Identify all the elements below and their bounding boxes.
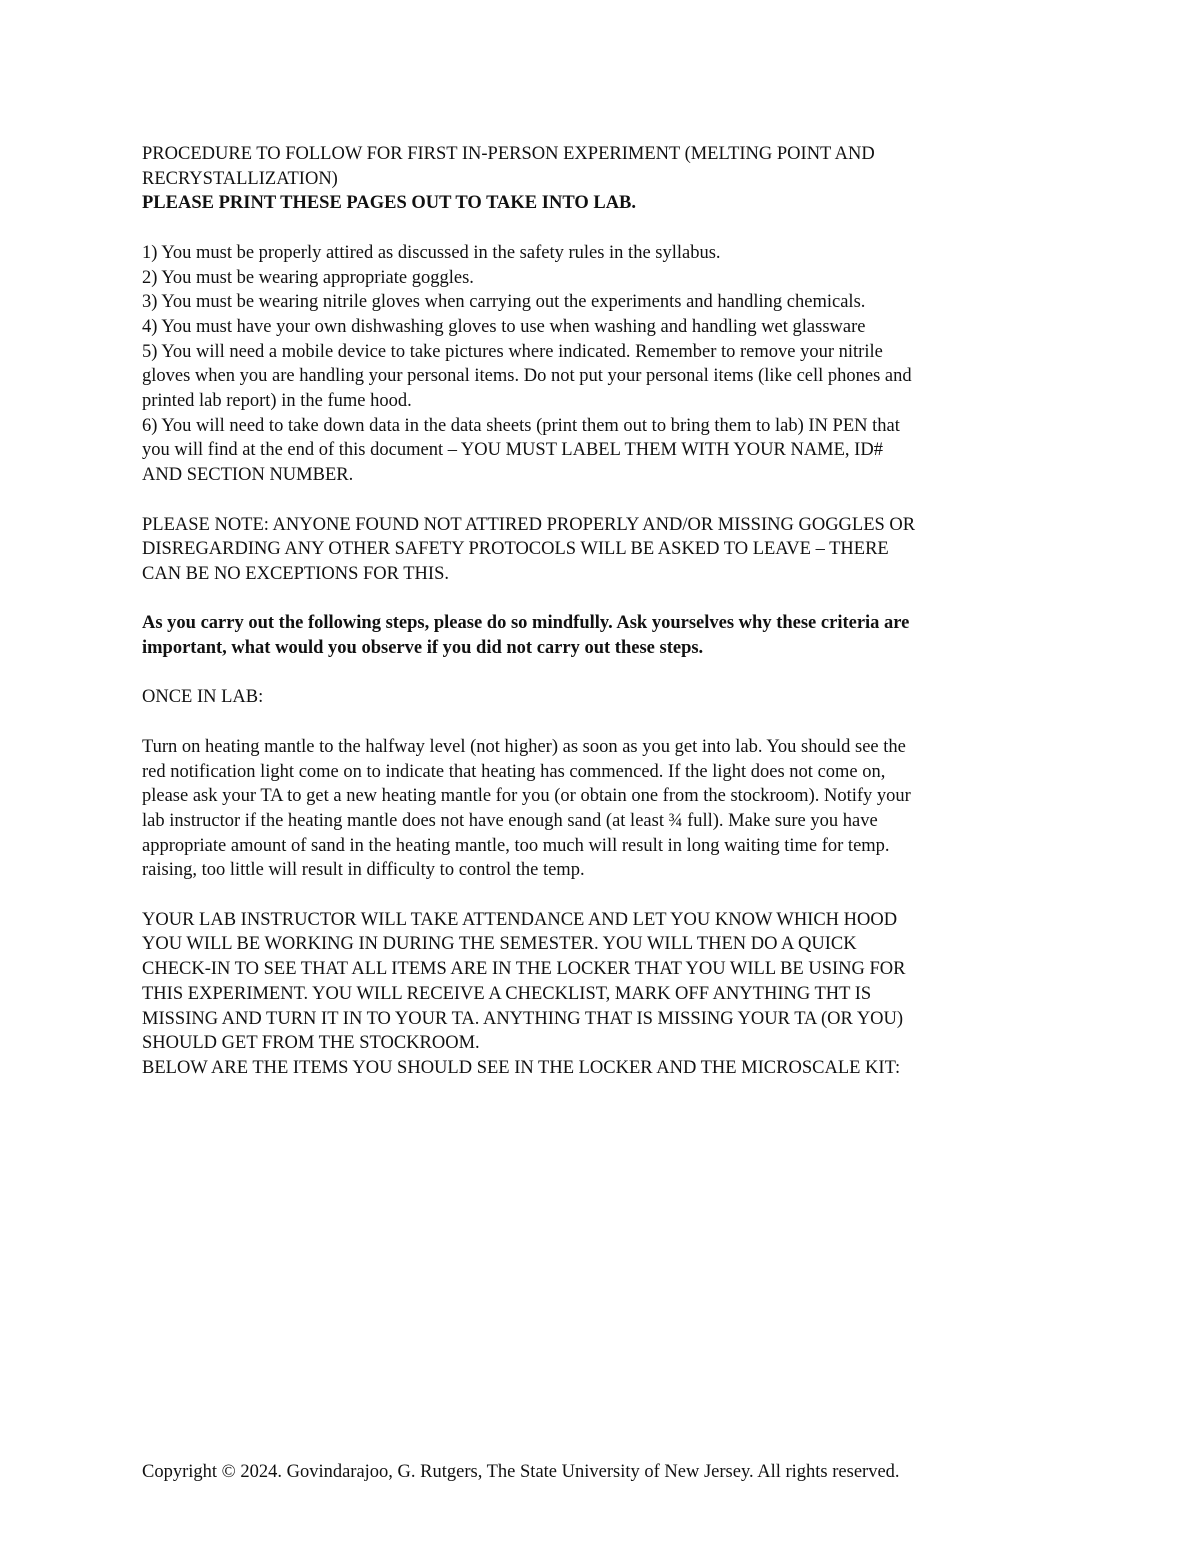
rule-line: 4) You must have your own dishwashing gloves to use when washing and handling wet glassware xyxy=(142,316,866,337)
note-line: CAN BE NO EXCEPTIONS FOR THIS. xyxy=(142,563,449,584)
heating-line: lab instructor if the heating mantle does not have enough sand (at least ¾ full). Make sure you have xyxy=(142,810,878,831)
please-note-paragraph xyxy=(142,513,1062,587)
heating-line: please ask your TA to get a new heating mantle for you (or obtain one from the stockroom). Notify your xyxy=(142,786,911,807)
instructor-line: CHECK-IN TO SEE THAT ALL ITEMS ARE IN THE LOCKER THAT YOU WILL BE USING FOR xyxy=(142,959,906,980)
instructor-line: YOUR LAB INSTRUCTOR WILL TAKE ATTENDANCE AND LET YOU KNOW WHICH HOOD xyxy=(142,909,898,930)
mindful-line: important, what would you observe if you did not carry out these steps. xyxy=(142,638,704,659)
rule-line: AND SECTION NUMBER. xyxy=(142,465,354,486)
spacer xyxy=(142,661,1062,686)
title-line: RECRYSTALLIZATION) xyxy=(142,168,338,189)
instructor-line: THIS EXPERIMENT. YOU WILL RECEIVE A CHECKLIST, MARK OFF ANYTHING THT IS xyxy=(142,983,872,1004)
spacer xyxy=(142,587,1062,612)
heating-mantle-paragraph xyxy=(142,735,1062,883)
instructor-paragraph xyxy=(142,908,1062,1081)
rule-line: 3) You must be wearing nitrile gloves when carrying out the experiments and handling chemicals. xyxy=(142,292,866,313)
print-notice: PLEASE PRINT THESE PAGES OUT TO TAKE INTO LAB. xyxy=(142,193,637,214)
safety-rules-list xyxy=(142,241,1062,488)
spacer xyxy=(142,216,1062,241)
spacer xyxy=(142,710,1062,735)
heating-line: raising, too little will result in difficulty to control the temp. xyxy=(142,860,585,881)
mindful-paragraph xyxy=(142,611,1062,660)
document-page xyxy=(142,142,1062,1081)
instructor-line: YOU WILL BE WORKING IN DURING THE SEMESTER. YOU WILL THEN DO A QUICK xyxy=(142,934,857,955)
rule-line: gloves when you are handling your personal items. Do not put your personal items (like cell phones and xyxy=(142,366,912,387)
copyright-footer: Copyright © 2024. Govindarajoo, G. Rutgers, The State University of New Jersey. All rights reserved. xyxy=(142,1462,900,1482)
heating-line: Turn on heating mantle to the halfway level (not higher) as soon as you get into lab. You should see the xyxy=(142,736,906,757)
instructor-line: MISSING AND TURN IT IN TO YOUR TA. ANYTHING THAT IS MISSING YOUR TA (OR YOU) xyxy=(142,1008,904,1029)
rule-line: 6) You will need to take down data in the data sheets (print them out to bring them to lab) IN PEN that xyxy=(142,415,900,436)
rule-line: 5) You will need a mobile device to take pictures where indicated. Remember to remove your nitrile xyxy=(142,341,883,362)
note-line: PLEASE NOTE: ANYONE FOUND NOT ATTIRED PROPERLY AND/OR MISSING GOGGLES OR xyxy=(142,514,916,535)
rule-line: printed lab report) in the fume hood. xyxy=(142,391,412,412)
spacer xyxy=(142,488,1062,513)
rule-line: 2) You must be wearing appropriate goggles. xyxy=(142,267,474,288)
document-title xyxy=(142,142,1062,191)
once-in-lab-heading: ONCE IN LAB: xyxy=(142,687,264,708)
instructor-line: SHOULD GET FROM THE STOCKROOM. xyxy=(142,1033,480,1054)
spacer xyxy=(142,883,1062,908)
rule-line: you will find at the end of this document – YOU MUST LABEL THEM WITH YOUR NAME, ID# xyxy=(142,440,883,461)
note-line: DISREGARDING ANY OTHER SAFETY PROTOCOLS WILL BE ASKED TO LEAVE – THERE xyxy=(142,539,889,560)
heating-line: red notification light come on to indicate that heating has commenced. If the light does not come on, xyxy=(142,761,886,782)
mindful-line: As you carry out the following steps, please do so mindfully. Ask yourselves why these criteria are xyxy=(142,613,910,634)
title-line: PROCEDURE TO FOLLOW FOR FIRST IN-PERSON EXPERIMENT (MELTING POINT AND xyxy=(142,144,875,164)
heating-line: appropriate amount of sand in the heating mantle, too much will result in long waiting time for temp. xyxy=(142,835,890,856)
instructor-line: BELOW ARE THE ITEMS YOU SHOULD SEE IN THE LOCKER AND THE MICROSCALE KIT: xyxy=(142,1057,901,1078)
rule-line: 1) You must be properly attired as discussed in the safety rules in the syllabus. xyxy=(142,242,721,263)
